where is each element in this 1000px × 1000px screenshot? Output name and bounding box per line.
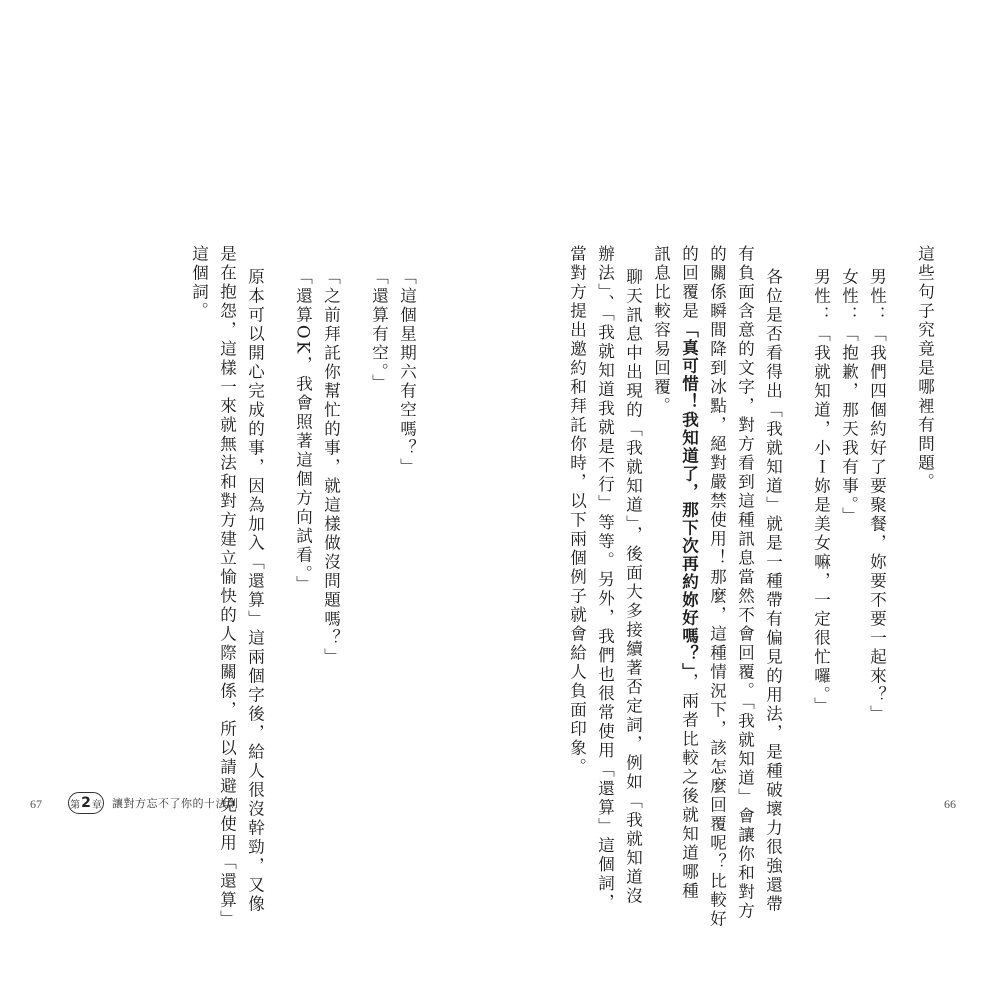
text-line: 「這個星期六有空嗎？」 [397, 268, 417, 477]
text-line: 「之前拜託你幫忙的事，就這樣做沒問題嗎？」 [321, 268, 341, 667]
chapter-title: 讓對方忘不了你的十法則 [112, 797, 239, 810]
text-line: 原本可以開心完成的事，因為加入「還算」這兩個字後，給人很沒幹勁，又像 [245, 268, 265, 914]
chapter-suffix: 章 [91, 799, 102, 811]
text-line: 「還算OK，我會照著這個方向試看。」 [293, 268, 313, 595]
text-line: 這個詞。 [189, 245, 209, 321]
running-footer [68, 792, 239, 814]
emphasized-quote: 「真可惜！我知道了，那下次再約妳好嗎？」 [679, 321, 699, 673]
text-line: 聊天訊息中出現的「我就知道」，後面大多接續著否定詞，例如「我就知道沒 [623, 268, 643, 906]
text-line: 女性：「抱歉，那天我有事。」 [839, 268, 859, 526]
text-line: 「還算有空。」 [369, 268, 389, 393]
text-line: 各位是否看得出「我就知道」就是一種帶有偏見的用法，是種破壞力很強還帶 [763, 268, 783, 914]
text-line: 是在抱怨，這樣一來就無法和對方建立愉快的人際關係，所以請避免使用「還算」 [217, 245, 237, 929]
chapter-prefix: 第 [70, 799, 81, 811]
chapter-badge [68, 792, 104, 814]
text-line: 男性：「我就知道，小Ｉ妳是美女嘛，一定很忙囉。」 [811, 268, 831, 716]
text-segment: 的回覆是 [679, 245, 699, 321]
text-segment: ，兩者比較之後就知道哪種 [679, 672, 699, 901]
chapter-number: 2 [81, 795, 91, 811]
page-number: 67 [30, 797, 42, 811]
text-line: 辦法」、「我就知道我就是不行」等等。另外，我們也很常使用「還算」這個詞， [595, 245, 615, 913]
text-line-with-emphasis [680, 245, 697, 901]
text-line: 的關係瞬間降到冰點，絕對嚴禁使用！那麼，這種情況下，該怎麼回覆呢？比較好 [707, 245, 727, 929]
text-line: 當對方提出邀約和拜託你時，以下兩個例子就會給人負面印象。 [567, 245, 587, 777]
text-line: 訊息比較容易回覆。 [651, 245, 671, 416]
text-line: 這些句子究竟是哪裡有問題。 [915, 245, 935, 492]
text-line: 有負面含意的文字，對方看到這種訊息當然不會回覆。「我就知道」會讓你和對方 [735, 245, 755, 921]
page-number: 66 [944, 797, 956, 811]
text-line: 男性：「我們四個約好了要聚餐，妳要不要一起來？」 [867, 268, 887, 724]
